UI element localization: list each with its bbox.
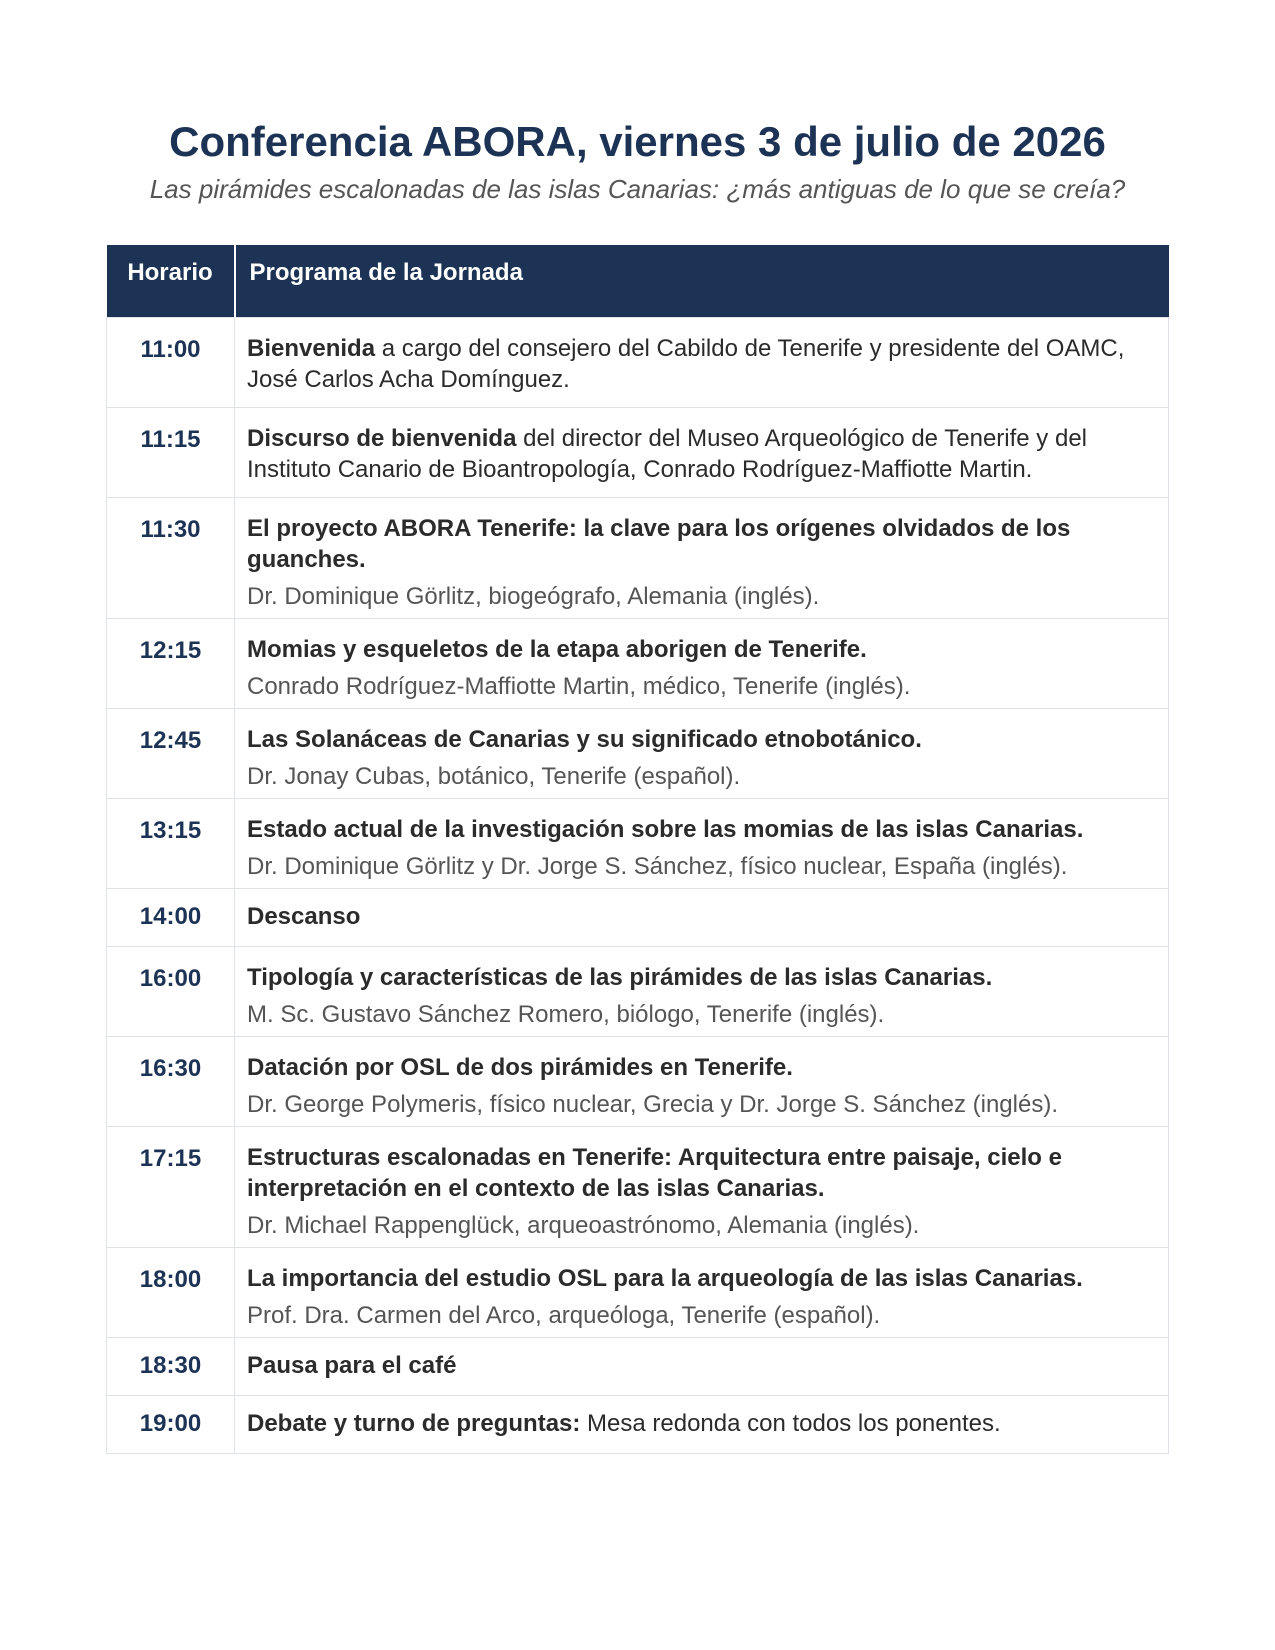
row-time: 16:00 bbox=[107, 946, 235, 1036]
table-row bbox=[107, 1395, 1169, 1453]
program-table bbox=[106, 245, 1169, 1454]
table-row bbox=[107, 317, 1169, 407]
row-time: 14:00 bbox=[107, 888, 235, 946]
table-row bbox=[107, 708, 1169, 798]
row-speaker: Dr. George Polymeris, físico nuclear, Grecia y Dr. Jorge S. Sánchez (inglés). bbox=[247, 1090, 1058, 1118]
row-title: Bienvenida bbox=[247, 334, 376, 362]
row-title: Las Solanáceas de Canarias y su significado etnobotánico. bbox=[247, 725, 922, 753]
table-row bbox=[107, 1036, 1169, 1126]
row-description bbox=[235, 798, 1169, 888]
row-time: 18:30 bbox=[107, 1337, 235, 1395]
row-description bbox=[235, 888, 1169, 946]
row-speaker: M. Sc. Gustavo Sánchez Romero, biólogo, Tenerife (inglés). bbox=[247, 1000, 885, 1028]
row-time: 16:30 bbox=[107, 1036, 235, 1126]
row-speaker: Conrado Rodríguez-Maffiotte Martin, médico, Tenerife (inglés). bbox=[247, 672, 911, 700]
row-title: La importancia del estudio OSL para la arqueología de las islas Canarias. bbox=[247, 1264, 1083, 1292]
row-text: a cargo del consejero del Cabildo de Tenerife y presidente del OAMC, José Carlos Acha Domínguez. bbox=[247, 334, 1125, 393]
row-speaker: Dr. Michael Rappenglück, arqueoastrónomo, Alemania (inglés). bbox=[247, 1211, 920, 1239]
row-description bbox=[235, 708, 1169, 798]
row-speaker: Prof. Dra. Carmen del Arco, arqueóloga, Tenerife (español). bbox=[247, 1301, 881, 1329]
table-row bbox=[107, 497, 1169, 618]
column-header-program: Programa de la Jornada bbox=[235, 245, 1169, 317]
row-time: 17:15 bbox=[107, 1126, 235, 1247]
table-row bbox=[107, 407, 1169, 497]
row-time: 12:15 bbox=[107, 618, 235, 708]
row-title: Estado actual de la investigación sobre las momias de las islas Canarias. bbox=[247, 815, 1084, 843]
row-title: Discurso de bienvenida bbox=[247, 424, 517, 452]
row-title: Descanso bbox=[247, 902, 361, 930]
table-row bbox=[107, 618, 1169, 708]
row-title: Datación por OSL de dos pirámides en Tenerife. bbox=[247, 1053, 793, 1081]
table-row bbox=[107, 946, 1169, 1036]
row-time: 12:45 bbox=[107, 708, 235, 798]
table-row bbox=[107, 1247, 1169, 1337]
row-time: 11:00 bbox=[107, 317, 235, 407]
row-description bbox=[235, 317, 1169, 407]
table-row bbox=[107, 798, 1169, 888]
row-time: 11:15 bbox=[107, 407, 235, 497]
row-description bbox=[235, 1337, 1169, 1395]
table-header-row bbox=[107, 245, 1169, 317]
row-text: del director del Museo Arqueológico de Tenerife y del Instituto Canario de Bioantropología, Conrado Rodríguez-Maffiotte Martin. bbox=[247, 424, 1087, 483]
row-description bbox=[235, 946, 1169, 1036]
row-description bbox=[235, 1126, 1169, 1247]
row-description bbox=[235, 1036, 1169, 1126]
row-title: Debate y turno de preguntas: bbox=[247, 1409, 581, 1437]
row-speaker: Dr. Dominique Görlitz, biogeógrafo, Alemania (inglés). bbox=[247, 582, 820, 610]
row-speaker: Dr. Dominique Görlitz y Dr. Jorge S. Sánchez, físico nuclear, España (inglés). bbox=[247, 852, 1068, 880]
row-title: El proyecto ABORA Tenerife: la clave para los orígenes olvidados de los guanches. bbox=[247, 514, 1071, 573]
row-time: 11:30 bbox=[107, 497, 235, 618]
row-title: Estructuras escalonadas en Tenerife: Arquitectura entre paisaje, cielo e interpretación en el contexto de las islas Canarias. bbox=[247, 1143, 1062, 1202]
table-row bbox=[107, 888, 1169, 946]
table-row bbox=[107, 1337, 1169, 1395]
row-description bbox=[235, 618, 1169, 708]
row-description bbox=[235, 407, 1169, 497]
row-speaker: Dr. Jonay Cubas, botánico, Tenerife (español). bbox=[247, 762, 741, 790]
row-title: Pausa para el café bbox=[247, 1351, 457, 1379]
page-subtitle: Las pirámides escalonadas de las islas Canarias: ¿más antiguas de lo que se creía? bbox=[149, 174, 1126, 204]
row-time: 18:00 bbox=[107, 1247, 235, 1337]
table-row bbox=[107, 1126, 1169, 1247]
page-title: Conferencia ABORA, viernes 3 de julio de 2026 bbox=[169, 118, 1106, 165]
row-text: Mesa redonda con todos los ponentes. bbox=[580, 1409, 1001, 1437]
column-header-time: Horario bbox=[107, 245, 235, 317]
row-time: 13:15 bbox=[107, 798, 235, 888]
row-title: Tipología y características de las pirámides de las islas Canarias. bbox=[247, 963, 993, 991]
row-description bbox=[235, 1395, 1169, 1453]
row-title: Momias y esqueletos de la etapa aborigen de Tenerife. bbox=[247, 635, 867, 663]
row-description bbox=[235, 497, 1169, 618]
row-description bbox=[235, 1247, 1169, 1337]
row-time: 19:00 bbox=[107, 1395, 235, 1453]
